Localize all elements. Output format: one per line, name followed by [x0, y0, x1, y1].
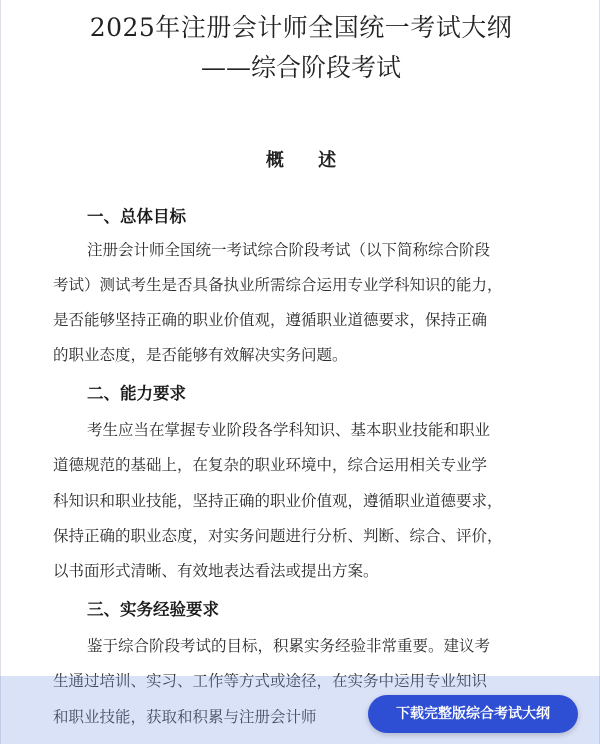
paragraph-line: 考生应当在掌握专业阶段各学科知识、基本职业技能和职业	[87, 421, 491, 439]
paragraph-line: 鉴于综合阶段考试的目标，积累实务经验非常重要。建议考	[87, 637, 491, 655]
document-subtitle: ——综合阶段考试	[200, 53, 401, 82]
paragraph-line: 是否能够坚持正确的职业价值观，遵循职业道德要求，保持正确	[53, 311, 488, 329]
paragraph-line: 注册会计师全国统一考试综合阶段考试（以下简称综合阶段	[87, 241, 491, 259]
paragraph-line: 以书面形式清晰、有效地表达看法或提出方案。	[53, 562, 379, 580]
paragraph-line: 道德规范的基础上，在复杂的职业环境中，综合运用相关专业学	[53, 456, 488, 474]
heading-overall-goal: 一、总体目标	[87, 207, 186, 226]
paragraph-line: 保持正确的职业态度，对实务问题进行分析、判断、综合、评价，	[53, 527, 503, 545]
heading-practical-experience: 三、实务经验要求	[87, 600, 219, 619]
paragraph-line: 科知识和职业技能，坚持正确的职业价值观，遵循职业道德要求，	[53, 492, 503, 510]
section-title: 概 述	[265, 150, 351, 171]
document-title: 2025年注册会计师全国统一考试大纲	[89, 13, 513, 42]
paragraph-line: 生通过培训、实习、工作等方式或途径，在实务中运用专业知识	[53, 672, 488, 690]
download-full-syllabus-button[interactable]: 下载完整版综合考试大纲	[368, 695, 578, 733]
paragraph-line: 考试）测试考生是否具备执业所需综合运用专业学科知识的能力，	[53, 276, 503, 294]
paragraph-line: 的职业态度，是否能够有效解决实务问题。	[53, 346, 348, 364]
paragraph-line: 和职业技能，获取和积累与注册会计师	[53, 708, 317, 726]
heading-ability-requirements: 二、能力要求	[87, 384, 186, 403]
